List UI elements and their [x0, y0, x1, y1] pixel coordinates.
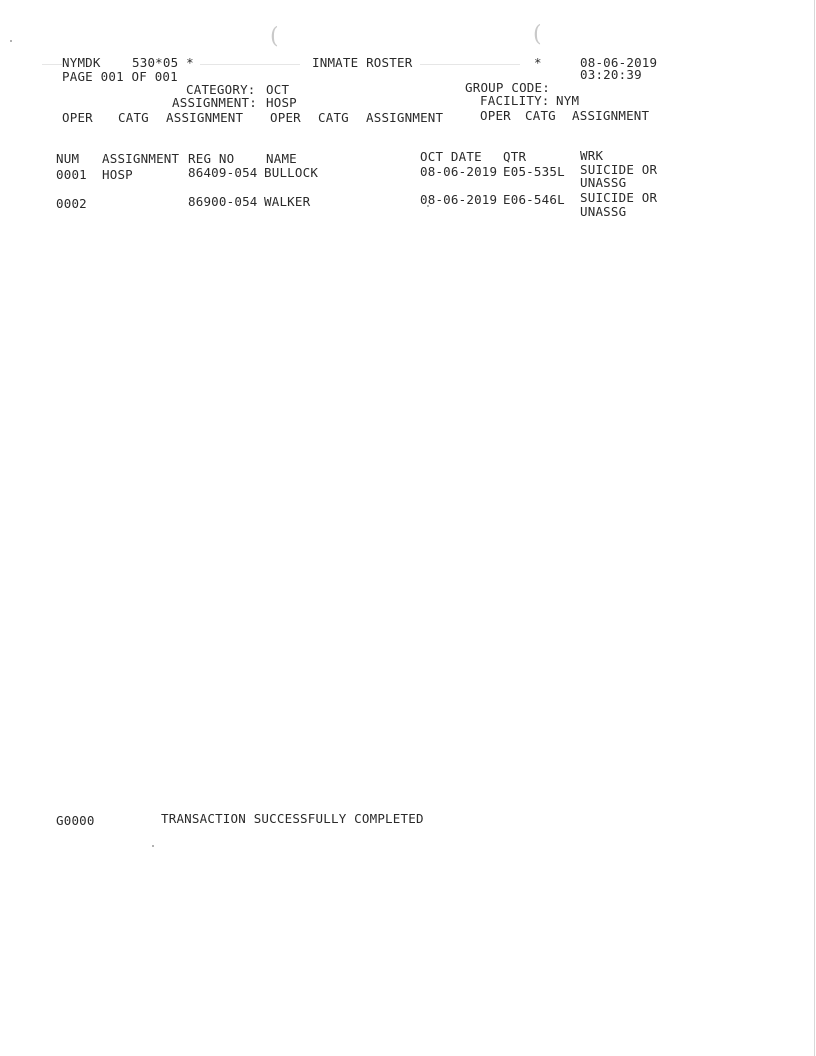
col-reg-no: REG NO	[188, 151, 235, 166]
row-num: 0002	[56, 196, 87, 211]
row-assignment: HOSP	[102, 167, 133, 182]
scan-speck	[152, 845, 154, 847]
scan-speck	[10, 40, 12, 42]
col-assignment: ASSIGNMENT	[102, 151, 180, 166]
report-time: 03:20:39	[580, 67, 642, 82]
scan-dash	[200, 64, 300, 65]
facility-label: FACILITY:	[480, 93, 550, 108]
report-date: 08-06-2019	[580, 55, 658, 70]
row-reg-no: 86900-054	[188, 194, 258, 209]
scan-mark-left: (	[270, 24, 279, 49]
sort-catg-2: CATG	[318, 110, 349, 125]
category-label: CATEGORY:	[186, 82, 256, 97]
sort-catg-3: CATG	[525, 108, 556, 123]
sort-assignment-1: ASSIGNMENT	[166, 110, 244, 125]
status-code: G0000	[56, 813, 95, 828]
category-value: OCT	[266, 82, 290, 97]
row-wrk-line1: SUICIDE OR	[580, 162, 658, 177]
sort-assignment-2: ASSIGNMENT	[366, 110, 444, 125]
scan-mark-right: (	[533, 22, 542, 47]
row-wrk-line2: UNASSG	[580, 175, 627, 190]
header-star: *	[534, 55, 542, 70]
row-num: 0001	[56, 167, 87, 182]
system-id: NYMDK	[62, 55, 101, 70]
col-oct-date: OCT DATE	[420, 149, 482, 164]
col-wrk: WRK	[580, 148, 604, 163]
sort-oper-3: OPER	[480, 108, 511, 123]
row-qtr: E06-546L	[503, 192, 565, 207]
assignment-value: HOSP	[266, 95, 297, 110]
page-indicator: PAGE 001 OF 001	[62, 69, 178, 84]
row-name: WALKER	[264, 194, 311, 209]
col-name: NAME	[266, 151, 297, 166]
assignment-label: ASSIGNMENT:	[172, 95, 257, 110]
scan-dash	[420, 64, 520, 65]
row-wrk-line1: SUICIDE OR	[580, 190, 658, 205]
row-reg-no: 86409-054	[188, 165, 258, 180]
row-oct-date: 08-06-2019	[420, 192, 498, 207]
row-wrk-line2: UNASSG	[580, 204, 627, 219]
sort-assignment-3: ASSIGNMENT	[572, 108, 650, 123]
report-code: 530*05 *	[132, 55, 194, 70]
col-qtr: QTR	[503, 149, 527, 164]
facility-value: NYM	[556, 93, 580, 108]
row-oct-date: 08-06-2019	[420, 164, 498, 179]
scan-dash	[42, 64, 62, 65]
row-qtr: E05-535L	[503, 164, 565, 179]
sort-catg-1: CATG	[118, 110, 149, 125]
col-num: NUM	[56, 151, 80, 166]
report-title: INMATE ROSTER	[312, 55, 413, 70]
row-name: BULLOCK	[264, 165, 319, 180]
sort-oper-1: OPER	[62, 110, 93, 125]
group-code-label: GROUP CODE:	[465, 80, 550, 95]
status-message: TRANSACTION SUCCESSFULLY COMPLETED	[161, 811, 424, 826]
page-edge-line	[814, 0, 815, 1056]
sort-oper-2: OPER	[270, 110, 301, 125]
